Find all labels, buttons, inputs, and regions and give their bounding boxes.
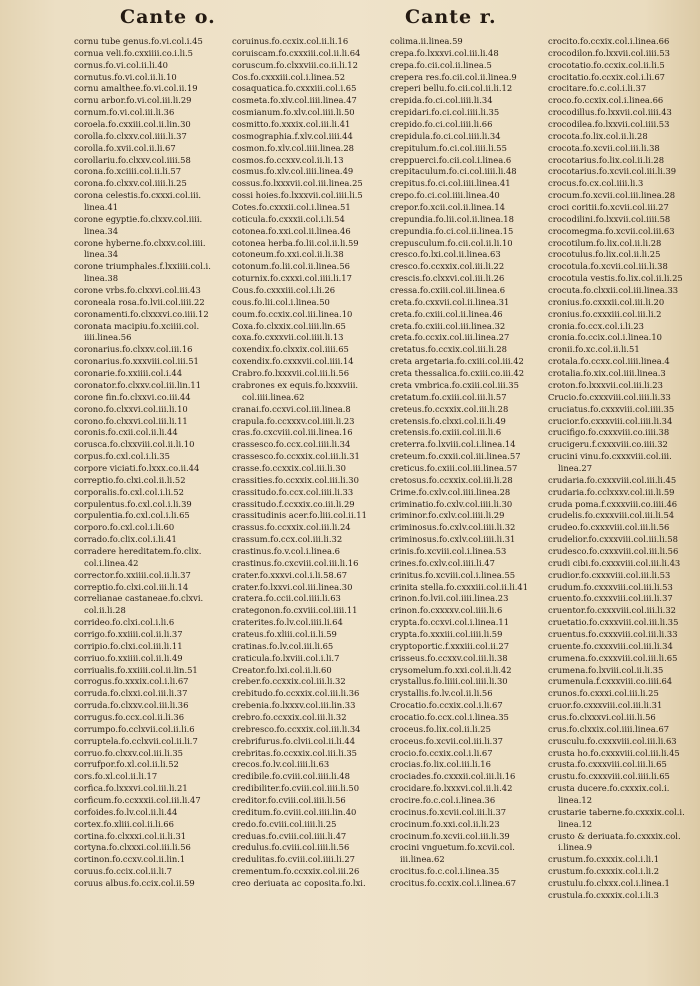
index-entry: crudaria.fo.cclxxxv.col.iii.li.59 — [548, 486, 675, 497]
index-entry: crinon.fo.cxxxxv.col.iiii.li.6 — [390, 605, 503, 616]
index-entry: corripio.fo.clxi.col.iii.li.11 — [74, 640, 183, 651]
index-entry: crucior.fo.cxxxviii.col.iiii.li.34 — [548, 415, 673, 426]
index-entry: corpulentus.fo.cxl.col.i.li.39 — [74, 498, 192, 509]
index-entry: cruentus.fo.cxxxviii.col.iii.li.33 — [548, 628, 678, 639]
index-entry: coronarius.fo.clxxv.col.iii.16 — [74, 344, 193, 355]
index-entry: credulitas.fo.cviii.col.iiii.li.27 — [232, 854, 355, 865]
index-entry: iii.linea.62 — [400, 854, 445, 865]
index-entry: creta argetaria.fo.cxiii.col.iii.42 — [390, 356, 524, 367]
index-entry: cornu tube genus.fo.vi.col.i.45 — [74, 36, 203, 46]
index-entry: cruente.fo.cxxxviii.col.iii.li.34 — [548, 640, 673, 651]
index-entry: creterra.fo.lxviii.col.i.linea.14 — [390, 439, 516, 450]
index-entry: corollariu.fo.clxxv.col.iiii.58 — [74, 154, 191, 165]
index-entry: corpus.fo.cxl.col.i.li.35 — [74, 451, 170, 462]
index-entry: crocatio.fo.ccx.col.i.linea.35 — [390, 711, 509, 722]
index-entry: coruscum.fo.clxxviii.co.ii.li.12 — [232, 59, 358, 70]
index-entry: crusta ducere.fo.cxxxix.col.i. — [548, 783, 670, 794]
index-entry: cruento.fo.cxxxviii.col.iii.li.37 — [548, 593, 673, 604]
index-entry: crecos.fo.lv.col.iiii.li.63 — [232, 759, 330, 770]
index-entry: corrector.fo.xxiiii.col.ii.li.37 — [74, 569, 191, 580]
index-entry: cornum.fo.vi.col.iii.li.36 — [74, 107, 175, 118]
index-entry: coronarie.fo.xxiiii.col.i.44 — [74, 368, 183, 379]
index-entry: creta.fo.ccxix.col.iii.linea.27 — [390, 332, 510, 343]
index-entry: crucifigo.fo.cxxxviii.co.iiii.38 — [548, 427, 670, 438]
index-entry: linea.34 — [84, 249, 119, 260]
index-entry: crudaria.fo.cxxxviii.col.iii.li.45 — [548, 474, 677, 485]
index-entry: cornua veli.fo.cxxiiii.co.i.li.5 — [74, 47, 193, 58]
index-entry: criminor.fo.cxlv.col.iiii.li.29 — [390, 510, 505, 521]
index-entry: crudi cibi.fo.cxxxviii.col.iii.li.43 — [548, 557, 681, 568]
index-entry: credibiliter.fo.cviii.col.iiii.li.50 — [232, 783, 360, 794]
index-entry: crumena.fo.lxviii.col.ii.li.35 — [548, 664, 664, 675]
index-entry: corporalis.fo.cxl.col.i.li.52 — [74, 486, 184, 497]
index-entry: crucini vinu.fo.cxxxviii.col.iii. — [548, 451, 672, 462]
index-entry: crypta.fo.xxxiii.col.iiii.li.59 — [390, 628, 503, 639]
index-entry: crassum.fo.ccx.col.iii.li.32 — [232, 534, 343, 545]
index-entry: corrufpor.fo.xl.col.ii.li.52 — [74, 759, 179, 770]
index-entry: corfica.fo.lxxxvi.col.iii.li.21 — [74, 783, 188, 794]
index-entry: croceus.fo.lix.col.ii.li.25 — [390, 723, 491, 734]
index-entry: creppuerci.fo.cii.col.i.linea.6 — [390, 154, 512, 165]
index-entry: corono.fo.clxxvi.col.iii.li.10 — [74, 403, 188, 414]
index-entry: corrigo.fo.xxiiii.col.ii.li.37 — [74, 628, 183, 639]
index-entry: crebitudo.fo.ccxxix.col.iii.li.36 — [232, 688, 360, 699]
index-entry: linea.38 — [84, 273, 119, 284]
index-entry: crusta.fo.cxxxviii.col.iii.li.65 — [548, 759, 667, 770]
index-entry: Crucio.fo.cxxxviii.col.iiii.li.33 — [548, 391, 671, 402]
index-entry: corone triumphales.f.lxxiiii.col.i. — [74, 261, 211, 272]
index-entry: coturnix.fo.cxxxi.col.iiii.li.17 — [232, 273, 352, 284]
index-entry: crusculu.fo.cxxxviii.col.iii.li.63 — [548, 735, 677, 746]
index-entry: crinis.fo.xcviii.col.i.linea.53 — [390, 545, 507, 556]
index-entry: cretensis.fo.clxxi.col.ii.li.49 — [390, 415, 506, 426]
index-entry: cornutus.fo.vi.col.ii.li.10 — [74, 71, 177, 82]
index-entry: creo deriuata ac coposita.fo.lxi. — [232, 878, 366, 889]
index-entry: coroela.fo.cxxiii.col.ii.lin.30 — [74, 119, 191, 130]
index-entry: cosmianum.fo.xlv.col.iiii.li.50 — [232, 107, 355, 118]
index-entry: col.ii.li.28 — [84, 605, 126, 616]
index-entry: creta.fo.cxiii.col.iii.linea.32 — [390, 320, 506, 331]
index-entry: crassitudinis acer.fo.liii.col.ii.11 — [232, 510, 367, 521]
index-entry: cresco.fo.lxi.col.ii.linea.63 — [390, 249, 501, 260]
index-entry: crystallis.fo.lv.col.ii.li.56 — [390, 688, 493, 699]
index-entry: crocidare.fo.lxxxvi.col.ii.li.42 — [390, 783, 513, 794]
index-entry: col.i.linea.42 — [84, 557, 139, 568]
index-entry: crus.fo.clxxxvi.col.iii.li.56 — [548, 711, 656, 722]
index-entry: Creator.fo.lxi.col.ii.li.60 — [232, 664, 332, 675]
index-entry: correptio.fo.clxi.col.iii.li.14 — [74, 581, 189, 592]
index-entry: crateus.fo.xliii.col.ii.li.59 — [232, 628, 337, 639]
index-entry: crocum.fo.xcvii.col.iii.linea.28 — [548, 190, 676, 201]
index-entry: i.linea.9 — [558, 842, 593, 853]
index-entry: cosmon.fo.xlv.col.iiii.linea.28 — [232, 142, 354, 153]
index-entry: cornu amalthee.fo.vi.col.ii.19 — [74, 83, 198, 94]
index-entry: crassus.fo.ccxxix.col.iii.li.24 — [232, 522, 351, 533]
index-column-1 — [74, 36, 232, 981]
index-entry: crocotulus.fo.lix.col.ii.li.25 — [548, 249, 661, 260]
index-entry: crudior.fo.cxxxviii.col.iii.li.53 — [548, 569, 671, 580]
index-entry: crocotula vestis.fo.lix.col.ii.li.25 — [548, 273, 683, 284]
index-entry: crocotarius.fo.lix.col.ii.li.28 — [548, 154, 665, 165]
index-entry: Crabro.fo.lxxxvii.col.iii.li.56 — [232, 368, 350, 379]
index-entry: cranai.fo.ccxvi.col.iii.linea.8 — [232, 403, 351, 414]
index-entry: Cos.fo.cxxxiii.col.i.linea.52 — [232, 71, 346, 82]
index-entry: creta.fo.cxxvii.col.ii.linea.31 — [390, 296, 510, 307]
index-entry: crocinum.fo.xxi.col.ii.li.23 — [390, 818, 500, 829]
index-entry: cronii.fo.xc.col.ii.li.51 — [548, 344, 640, 355]
index-entry: crocitus.fo.c.col.i.linea.35 — [390, 866, 500, 877]
index-entry: corruo.fo.clxxv.col.iii.li.35 — [74, 747, 184, 758]
index-entry: crinita stella.fo.cxxxiii.col.ii.li.41 — [390, 581, 529, 592]
index-entry: cotoneum.fo.xxi.col.ii.li.38 — [232, 249, 344, 260]
index-entry: cornu arbor.fo.vi.col.iii.li.29 — [74, 95, 192, 106]
index-entry: crebrifurus.fo.clvii.col.ii.li.44 — [232, 735, 356, 746]
index-entry: creber.fo.ccxxix.col.iii.li.32 — [232, 676, 346, 687]
index-entry: Crocatio.fo.ccxix.col.i.li.67 — [390, 700, 503, 711]
index-entry: crepido.fo.ci.col.iiii.li.66 — [390, 119, 493, 130]
index-entry: coronator.fo.clxxv.col.iii.lin.11 — [74, 379, 202, 390]
index-entry: creta thessalica.fo.cxiii.co.iii.42 — [390, 368, 525, 379]
index-entry: corone fin.fo.clxxvi.co.iii.44 — [74, 391, 191, 402]
index-entry: crocinus.fo.xcvii.col.iii.li.37 — [390, 806, 507, 817]
index-entry: creperi bellu.fo.cii.col.ii.li.12 — [390, 83, 513, 94]
index-entry: crus.fo.clxxix.col.iiii.linea.67 — [548, 723, 670, 734]
index-entry: col.iiii.linea.62 — [242, 391, 305, 402]
index-entry: credulus.fo.cviii.col.iiii.li.56 — [232, 842, 350, 853]
index-entry: corolla.fo.clxxv.col.iiii.li.37 — [74, 130, 187, 141]
index-entry: cretensis.fo.cxiii.col.iii.li.6 — [390, 427, 502, 438]
index-entry: crudelior.fo.cxxxviii.col.iii.li.58 — [548, 534, 678, 545]
index-entry: cornus.fo.vi.col.ii.li.40 — [74, 59, 168, 70]
index-entry: crepera res.fo.cii.col.ii.linea.9 — [390, 71, 517, 82]
index-entry: cretatus.fo.ccxix.col.iii.li.28 — [390, 344, 508, 355]
index-entry: corpore viciati.fo.lxxx.co.ii.44 — [74, 462, 200, 473]
index-entry: crassitudo.f.ccxxix.co.iii.li.29 — [232, 498, 355, 509]
index-entry: crocota.fo.xcvii.col.iii.li.38 — [548, 142, 660, 153]
index-entry: corriualis.fo.xxiiii.col.ii.lin.51 — [74, 664, 198, 675]
index-entry: crescis.fo.clxxvi.col.iii.li.26 — [390, 273, 505, 284]
index-entry: cruentor.fo.cxxxviii.col.iii.li.32 — [548, 605, 676, 616]
index-entry: cosmitto.fo.xxxix.col.iii.li.41 — [232, 119, 351, 130]
index-entry: croton.fo.lxxxvii.col.iii.li.23 — [548, 379, 663, 390]
index-entry: crassitudo.fo.ccx.col.iiii.li.33 — [232, 486, 354, 497]
index-entry: crumena.fo.cxxxviii.col.iii.li.65 — [548, 652, 678, 663]
index-entry: cras.fo.cxcviii.col.iii.linea.16 — [232, 427, 353, 438]
index-entry: craterites.fo.lv.col.iiii.li.64 — [232, 617, 343, 628]
index-entry: corrugus.fo.ccx.col.ii.li.36 — [74, 711, 185, 722]
index-entry: corrumpo.fo.cclxvii.col.ii.li.6 — [74, 723, 195, 734]
index-entry: coroneala rosa.fo.lvii.col.iiii.22 — [74, 296, 205, 307]
index-entry: credo.fo.cviii.col.iiii.li.25 — [232, 818, 337, 829]
index-entry: corruda.fo.clxxv.col.iii.li.36 — [74, 700, 189, 711]
index-entry: colima.ii.linea.59 — [390, 36, 463, 46]
index-entry: crustulu.fo.clxxx.col.i.linea.1 — [548, 878, 670, 889]
index-entry: crocito.fo.ccxix.col.i.linea.66 — [548, 36, 670, 46]
index-entry: crasse.fo.ccxxix.col.iii.li.30 — [232, 462, 346, 473]
index-entry: croceus.fo.xcvii.col.iii.li.37 — [390, 735, 504, 746]
index-entry: crustum.fo.cxxxix.col.i.li.2 — [548, 866, 660, 877]
index-entry: correptio.fo.clxi.col.ii.li.52 — [74, 474, 186, 485]
index-entry: crocodilea.fo.lxxvii.col.iiii.53 — [548, 119, 670, 130]
index-entry: corona.fo.clxxv.col.iiii.li.25 — [74, 178, 187, 189]
index-entry: cossi hoies.fo.lxxxvii.col.iiii.li.5 — [232, 190, 363, 201]
index-entry: cors.fo.xl.col.ii.li.17 — [74, 771, 158, 782]
header-right-title: Cante r. — [405, 6, 497, 28]
index-entry: crocodilini.fo.lxxvii.col.iiii.58 — [548, 213, 671, 224]
index-entry: corone hyberne.fo.clxxv.col.iiii. — [74, 237, 206, 248]
index-entry: creteum.fo.cxxii.col.iii.linea.57 — [390, 451, 521, 462]
index-entry: coticula.fo.cxxxii.col.i.li.54 — [232, 213, 345, 224]
index-entry: creditor.fo.cviii.col.iiii.li.56 — [232, 795, 346, 805]
index-entry: cruda poma.f.cxxxviii.co.iiii.46 — [548, 498, 678, 509]
header-left-title: Cante o. — [120, 6, 216, 28]
index-entry: crebritas.fo.ccxxix.col.iii.li.35 — [232, 747, 358, 758]
index-entry: crisseus.fo.ccxxv.col.iii.li.38 — [390, 652, 508, 663]
index-entry: crustu.fo.cxxxviii.col.iiii.li.65 — [548, 771, 670, 782]
index-entry: crastinus.fo.v.col.i.linea.6 — [232, 545, 340, 556]
index-entry: cronius.fo.cxxxiii.col.iii.li.2 — [548, 308, 662, 319]
index-entry: crumenula.f.cxxxviii.co.iiii.64 — [548, 676, 673, 687]
index-entry: crassities.fo.ccxxix.col.iii.li.30 — [232, 474, 359, 485]
index-entry: corusca.fo.clxxviii.col.ii.li.10 — [74, 439, 195, 450]
index-entry: crotala.fo.ccxx.col.iiii.linea.4 — [548, 356, 670, 367]
index-entry: creteus.fo.ccxxix.col.iii.li.28 — [390, 403, 509, 414]
index-entry: cruor.fo.cxxxviii.col.iii.li.31 — [548, 700, 663, 711]
index-entry: crebresco.fo.ccxxix.col.iii.li.34 — [232, 723, 361, 734]
index-entry: crepundia.fo.lii.col.ii.linea.18 — [390, 213, 514, 224]
index-entry: credibile.fo.cviii.col.iiii.li.48 — [232, 771, 350, 782]
index-entry: crocotula.fo.xcvii.col.iii.li.38 — [548, 261, 668, 272]
index-entry: corriuo.fo.xxiiii.col.ii.li.49 — [74, 652, 183, 663]
index-entry: coronamenti.fo.clxxxvi.co.iiii.12 — [74, 308, 209, 319]
index-entry: cressa.fo.cxiii.col.iii.linea.6 — [390, 285, 506, 296]
index-entry: crocota.fo.lix.col.ii.li.28 — [548, 130, 648, 141]
index-entry: crocias.fo.lix.col.iii.li.16 — [390, 759, 491, 770]
index-entry: corrado.fo.clix.col.i.li.41 — [74, 534, 177, 545]
index-entry: cretosus.fo.ccxxix.col.iii.li.28 — [390, 474, 513, 485]
index-entry: crusta ho.fo.cxxxviii.col.iii.li.45 — [548, 747, 680, 758]
index-entry: linea.27 — [558, 462, 593, 473]
index-entry: crucigeru.f.cxxxviii.co.iiii.32 — [548, 439, 668, 450]
index-entry: croci coritii.fo.xcvii.col.iii.27 — [548, 202, 669, 213]
index-entry: cortex.fo.xliii.col.ii.li.66 — [74, 818, 174, 829]
index-entry: cronia.fo.ccx.col.i.li.23 — [548, 320, 644, 331]
index-entry: iiii.linea.56 — [84, 332, 132, 343]
index-entry: criminosus.fo.cxlv.col.iiii.li.31 — [390, 534, 516, 545]
index-entry: cratinas.fo.lv.col.iii.li.65 — [232, 640, 334, 651]
index-entry: crepida.fo.ci.col.iiii.li.34 — [390, 95, 493, 106]
index-entry: coruiscam.fo.cxxxiii.col.ii.li.64 — [232, 47, 361, 58]
index-entry: crocus.fo.cx.col.iiii.li.3 — [548, 178, 644, 189]
index-entry: cortina.fo.clxxxi.col.ii.li.31 — [74, 830, 187, 841]
index-entry: crocitus.fo.ccxix.col.i.linea.67 — [390, 878, 517, 889]
index-entry: crategonon.fo.cxviii.col.iiii.11 — [232, 605, 358, 616]
index-entry: crocio.fo.ccxix.col.i.li.67 — [390, 747, 493, 758]
index-entry: creticus.fo.cxiii.col.iii.linea.57 — [390, 462, 518, 473]
index-column-2 — [232, 36, 390, 981]
index-entry: corruptela.fo.cclxvii.col.ii.li.7 — [74, 735, 198, 746]
index-entry: linea.41 — [84, 202, 119, 213]
index-entry: crepusculum.fo.cii.col.ii.li.10 — [390, 237, 513, 248]
index-entry: coronata macipiu.fo.xciiii.col. — [74, 320, 200, 331]
index-entry: crysomelum.fo.xxi.col.ii.li.42 — [390, 664, 512, 675]
index-entry: crocire.fo.c.col.i.linea.36 — [390, 795, 496, 805]
index-entry: crines.fo.cxlv.col.iiii.li.47 — [390, 557, 495, 568]
index-entry: Cous.fo.cxxxiii.col.i.li.26 — [232, 285, 336, 296]
index-entry: crepa.fo.lxxxvi.col.iii.li.48 — [390, 47, 499, 58]
index-entry: crociades.fo.cxxxii.col.iii.li.16 — [390, 771, 516, 782]
index-entry: cortyna.fo.clxxxi.col.iii.li.56 — [74, 842, 191, 853]
index-entry: crocomegma.fo.xcvii.col.iii.63 — [548, 225, 675, 236]
index-entry: crebenia.fo.lxxxv.col.iii.lin.33 — [232, 700, 356, 711]
index-entry: cous.fo.lii.col.i.linea.50 — [232, 296, 330, 307]
index-entry: crepidula.fo.ci.col.iiii.li.34 — [390, 130, 501, 141]
index-entry: crocuta.fo.clxxii.col.iii.linea.33 — [548, 285, 679, 296]
index-entry: coxendix.fo.clxxix.col.iiii.65 — [232, 344, 349, 355]
index-entry: cosmus.fo.xlv.col.iiii.linea.49 — [232, 166, 354, 177]
index-entry: linea.12 — [558, 795, 593, 805]
index-entry: coruus.fo.ccix.col.ii.li.7 — [74, 866, 173, 877]
index-entry: cruetatio.fo.cxxxviii.col.iii.li.35 — [548, 617, 679, 628]
index-column-3 — [390, 36, 548, 981]
index-entry: crepor.fo.xcii.col.ii.linea.14 — [390, 202, 505, 213]
index-entry: cronius.fo.cxxxii.col.iii.li.20 — [548, 296, 665, 307]
index-entry: cresco.fo.ccxxix.col.iii.li.22 — [390, 261, 505, 272]
index-entry: crinitus.fo.xcviii.col.i.linea.55 — [390, 569, 516, 580]
index-column-4 — [548, 36, 698, 981]
index-entry: corficum.fo.ccxxxii.col.iii.li.47 — [74, 795, 201, 805]
index-entry: cruciatus.fo.cxxxviii.col.iiii.35 — [548, 403, 675, 414]
index-entry: criminatio.fo.cxlv.col.iiii.li.30 — [390, 498, 513, 509]
index-entry: crocotatio.fo.ccxix.col.ii.li.5 — [548, 59, 665, 70]
index-entry: Coxa.fo.clxxix.col.iiii.lin.65 — [232, 320, 346, 331]
index-entry: Cotes.fo.cxxxii.col.i.linea.51 — [232, 202, 351, 213]
index-entry: crudesco.fo.cxxxviii.col.iii.li.56 — [548, 545, 679, 556]
index-entry: cratera.fo.ccii.col.iiii.li.63 — [232, 593, 341, 604]
index-entry: crustum.fo.cxxxix.col.i.li.1 — [548, 854, 660, 865]
index-entry: crustarie taberne.fo.cxxxix.col.i. — [548, 806, 685, 817]
index-entry: craticula.fo.lxviii.col.i.li.7 — [232, 652, 340, 663]
index-entry: crunos.fo.cxxxi.col.iii.li.25 — [548, 688, 659, 699]
index-entry: corporo.fo.cxl.col.i.li.60 — [74, 522, 175, 533]
index-entry: corradere hereditatem.fo.clix. — [74, 545, 202, 556]
index-entry: cotonea herba.fo.lii.col.ii.li.59 — [232, 237, 359, 248]
index-entry: cronia.fo.ccix.col.i.linea.10 — [548, 332, 662, 343]
index-entry: cosaquatica.fo.cxxxiii.col.i.65 — [232, 83, 357, 94]
index-entry: creta.fo.cxiii.col.ii.linea.46 — [390, 308, 503, 319]
index-entry: corona.fo.xciiii.col.ii.li.57 — [74, 166, 182, 177]
index-entry: coronarius.fo.xxxviii.col.iii.51 — [74, 356, 199, 367]
index-entry: crudelis.fo.cxxxviii.col.iii.li.54 — [548, 510, 675, 521]
index-entry: crystallus.fo.liiii.col.iiii.li.30 — [390, 676, 508, 687]
index-entry: creditum.fo.cviii.col.iiii.lin.40 — [232, 806, 357, 817]
index-entry: crepitulum.fo.ci.col.iiii.li.55 — [390, 142, 507, 153]
index-entry: croco.fo.ccxix.col.i.linea.66 — [548, 95, 664, 106]
index-entry: crinon.fo.lvii.col.iiii.linea.23 — [390, 593, 509, 604]
index-entry: creduas.fo.cviii.col.iiii.li.47 — [232, 830, 347, 841]
index-entry: crusto & deriuata.fo.cxxxix.col. — [548, 830, 681, 841]
index-entry: crocotilum.fo.lix.col.ii.li.28 — [548, 237, 662, 248]
index-entry: crater.fo.xxxvi.col.i.li.58.67 — [232, 569, 348, 580]
index-entry: linea.34 — [84, 225, 119, 236]
index-entry: crocitatio.fo.ccxix.col.i.li.67 — [548, 71, 665, 82]
index-entry: crassesco.fo.ccxxix.col.iii.li.31 — [232, 451, 360, 462]
index-entry: coxa.fo.cxxxvii.col.iiii.li.13 — [232, 332, 344, 343]
index-entry: crapula.fo.ccxxxv.col.iiii.li.23 — [232, 415, 355, 426]
index-entry: crepo.fo.ci.col.iiii.linea.40 — [390, 190, 500, 201]
index-entry: crementum.fo.ccxxix.col.iii.26 — [232, 866, 360, 877]
index-entry: corfoides.fo.lv.col.ii.li.44 — [74, 806, 178, 817]
index-entry: cosmographia.f.xlv.col.iiii.44 — [232, 130, 353, 141]
index-entry: cotonum.fo.lii.col.ii.linea.56 — [232, 261, 350, 272]
index-entry: cretatum.fo.cxiii.col.iii.li.57 — [390, 391, 507, 402]
running-header — [0, 6, 700, 36]
index-entry: corolla.fo.xvii.col.ii.li.67 — [74, 142, 176, 153]
index-entry: crocini vnguetum.fo.xcvii.col. — [390, 842, 515, 853]
index-entry: crastinus.fo.cxcviii.col.iii.li.16 — [232, 557, 359, 568]
index-entry: corono.fo.clxxvi.col.iii.li.11 — [74, 415, 188, 426]
index-entry: crater.fo.lxxvi.col.iii.linea.30 — [232, 581, 353, 592]
index-entry: creta vmbrica.fo.cxiii.col.iii.35 — [390, 379, 519, 390]
index-entry: coruus albus.fo.ccix.col.ii.59 — [74, 878, 195, 889]
index-entry: corone egyptie.fo.clxxv.col.iiii. — [74, 213, 203, 224]
index-entry: crepitaculum.fo.ci.col.iiii.li.48 — [390, 166, 517, 177]
index-entry: linea.12 — [558, 818, 593, 829]
index-entry: crustula.fo.cxxxix.col.i.li.3 — [548, 889, 659, 900]
index-entry: cotonea.fo.xxi.col.ii.linea.46 — [232, 225, 351, 236]
index-entry: crocitare.fo.c.col.i.li.37 — [548, 83, 647, 94]
index-entry: Crime.fo.cxlv.col.iiii.linea.28 — [390, 486, 511, 497]
index-entry: crocodillus.fo.lxxvii.col.iiii.43 — [548, 107, 672, 118]
index-entry: crotalia.fo.xix.col.iiii.linea.3 — [548, 368, 666, 379]
index-entry: crepidari.fo.ci.col.iiii.li.35 — [390, 107, 500, 118]
index-entry: cryptoportic.f.xxxiii.col.ii.27 — [390, 640, 510, 651]
index-entry: crabrones ex equis.fo.lxxxviii. — [232, 379, 359, 390]
index-entry: cortinon.fo.ccxv.col.ii.lin.1 — [74, 854, 186, 865]
index-entry: coum.fo.ccxix.col.iii.linea.10 — [232, 308, 353, 319]
index-entry: criminosus.fo.cxlv.col.iiii.li.32 — [390, 522, 516, 533]
index-entry: corona celestis.fo.cxxxi.col.iii. — [74, 190, 202, 201]
index-entry: corrogus.fo.xxxix.col.i.li.67 — [74, 676, 189, 687]
index-entry: cosmeta.fo.xlv.col.iiii.linea.47 — [232, 95, 357, 106]
index-entry: crudum.fo.cxxxviii.col.iii.li.53 — [548, 581, 673, 592]
index-entry: corrideo.fo.clxi.col.i.li.6 — [74, 617, 175, 628]
index-entry: corruda.fo.clxxi.col.iii.li.37 — [74, 688, 188, 699]
index-entry: crypta.fo.ccxvi.col.i.linea.11 — [390, 617, 510, 628]
index-entry: crassesco.fo.ccx.col.iiii.li.34 — [232, 439, 351, 450]
index-entry: crocodilon.fo.lxxvii.col.iiii.53 — [548, 47, 670, 58]
index-entry: correlianae castaneae.fo.clxvi. — [74, 593, 204, 604]
index-entry: cosmos.fo.ccxxv.col.ii.li.13 — [232, 154, 344, 165]
index-entry: crocotarius.fo.xcvii.col.iii.li.39 — [548, 166, 677, 177]
index-entry: crudeo.fo.cxxxviii.col.iii.li.56 — [548, 522, 670, 533]
index-entry: crebro.fo.ccxxix.col.iii.li.32 — [232, 711, 347, 722]
index-entry: coronis.fo.cxii.col.ii.li.44 — [74, 427, 178, 438]
index-entry: crepundia.fo.ci.col.ii.linea.15 — [390, 225, 514, 236]
index-entry: crepitus.fo.ci.col.iiii.linea.41 — [390, 178, 511, 189]
index-entry: crocinum.fo.xcvii.col.iii.li.39 — [390, 830, 510, 841]
index-entry: coruinus.fo.ccxix.col.ii.li.16 — [232, 36, 349, 46]
index-entry: cossus.fo.lxxxvii.col.iii.linea.25 — [232, 178, 363, 189]
index-entry: coxendix.fo.cxxxvii.col.iiii.14 — [232, 356, 354, 367]
index-entry: crepa.fo.cii.col.ii.linea.5 — [390, 59, 492, 70]
index-entry: corone vrbs.fo.clxxvi.col.iii.43 — [74, 285, 201, 296]
index-entry: corpulentia.fo.cxl.col.i.li.65 — [74, 510, 190, 521]
